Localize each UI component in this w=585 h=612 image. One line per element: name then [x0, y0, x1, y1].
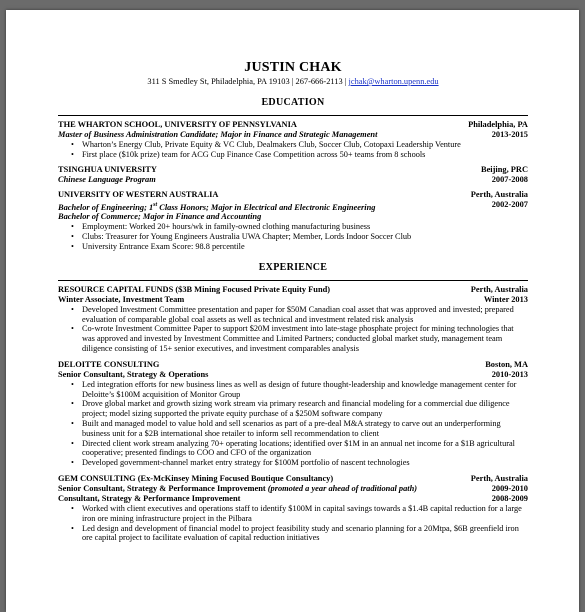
- edu-wharton-degree-row: [58, 130, 528, 140]
- role-title: [58, 484, 417, 494]
- wharton-bullets: [58, 140, 528, 160]
- school-name: UNIVERSITY OF WESTERN AUSTRALIA: [58, 189, 219, 199]
- list-item: • Employment: Worked 20+ hours/wk in family-owned clothing manufacturing business: [58, 222, 528, 232]
- company-location: Perth, Australia: [470, 473, 528, 483]
- degree-dates: 2002-2007: [491, 199, 528, 209]
- exp-rcf-header: [58, 285, 528, 295]
- candidate-name: JUSTIN CHAK: [244, 60, 342, 75]
- role-title: Consultant, Strategy & Performance Improvement: [58, 493, 241, 503]
- degree-text-part: Class Honors; Major in Electrical and Electronic Engineering: [157, 202, 376, 212]
- rcf-bullets: [58, 305, 528, 354]
- role-title: Winter Associate, Investment Team: [58, 294, 185, 304]
- gem-bullets: [58, 504, 528, 543]
- role-title-text: Senior Consultant, Strategy & Performance Improvement: [58, 483, 266, 493]
- list-item: • University Entrance Exam Score: 98.8 percentile: [58, 242, 528, 252]
- company-location: Perth, Australia: [470, 284, 528, 294]
- address-text: 311 S Smedley St, Philadelphia, PA 19103 | 267-666-2113 |: [147, 77, 349, 86]
- list-item: • Developed Investment Committee presentation and paper for $50M Canadian coal asset that was approved and invested; prepared evaluation of comparable global coal assets as well as technical and investment related risk analysis: [58, 305, 528, 325]
- degree-dates: 2007-2008: [491, 174, 528, 184]
- promotion-note: (promoted a year ahead of traditional path): [267, 483, 418, 493]
- degree-dates: 2013-2015: [491, 130, 528, 139]
- education-heading: EDUCATION: [261, 97, 325, 108]
- role-title: Senior Consultant, Strategy & Operations: [58, 369, 209, 379]
- edu-uwa-degree2-row: [58, 212, 528, 222]
- exp-deloitte-header: [58, 360, 528, 370]
- degree-text: [58, 200, 375, 213]
- exp-gem-role2-row: [58, 494, 528, 504]
- list-item: • Built and managed model to value hold and sell scenarios as part of a pre-deal M&A strategy to carve out an underperforming business unit for a $2B international shoe retailer to inform sell recommendation to client: [58, 419, 528, 439]
- degree-superscript: st: [153, 201, 158, 208]
- document-page: [6, 10, 579, 612]
- edu-wharton-header: [58, 120, 528, 130]
- edu-tsinghua-degree-row: [58, 175, 528, 185]
- degree-text: Chinese Language Program: [58, 174, 156, 184]
- list-item: • Drove global market and growth sizing work stream via primary research and financial modeling for a commercial due diligence project; model sizing supported the private equity purchase of a $250M software company: [58, 399, 528, 419]
- list-item: • Led design and development of financial model to project feasibility study and scenario planning for a 20Mtpa, $6B greenfield iron ore capital project to facilitate evaluation of capital reduction initiatives: [58, 524, 528, 544]
- email-link[interactable]: jchak@wharton.upenn.edu: [348, 77, 439, 86]
- role-dates: 2008-2009: [491, 493, 528, 503]
- uwa-bullets: [58, 222, 528, 251]
- exp-gem-role1-row: [58, 484, 528, 494]
- school-name: TSINGHUA UNIVERSITY: [58, 164, 157, 174]
- list-item: • Clubs: Treasurer for Young Engineers Australia UWA Chapter; Member, Lords Indoor Soccer Club: [58, 232, 528, 242]
- edu-uwa-header: [58, 190, 528, 200]
- school-location: Perth, Australia: [470, 189, 528, 199]
- role-dates: 2010-2013: [491, 369, 528, 379]
- degree-text-part: Bachelor of Engineering; 1: [58, 202, 154, 212]
- list-item: • Directed client work stream analyzing 70+ operating locations; identified over $1M in an annual net income for a $1B agricultural cooperative; presented findings to COO and CFO of the organization: [58, 439, 528, 459]
- edu-uwa-degree-row: [58, 200, 528, 213]
- company-name: DELOITTE CONSULTING: [58, 359, 160, 369]
- list-item: • Wharton’s Energy Club, Private Equity & VC Club, Dealmakers Club, Soccer Club, Cotopaxi Leadership Venture: [58, 140, 528, 150]
- section-divider: [58, 280, 528, 281]
- school-location: Beijing, PRC: [481, 164, 528, 174]
- exp-deloitte-role-row: [58, 370, 528, 380]
- degree-text: Bachelor of Commerce; Major in Finance and Accounting: [58, 212, 262, 222]
- company-name: RESOURCE CAPITAL FUNDS ($3B Mining Focused Private Equity Fund): [58, 284, 331, 294]
- company-location: Boston, MA: [485, 359, 528, 369]
- resume-content: [58, 60, 528, 543]
- edu-tsinghua-header: [58, 165, 528, 175]
- list-item: • Co-wrote Investment Committee Paper to support $20M investment into late-stage phosphate project for mining technologies that was approved and invested by Investment Committee and Limited Partners; conducted global market study, management team diligence consisting of 15+ senior executives, and investment comparables analysis: [58, 324, 528, 353]
- list-item: • Worked with client executives and operations staff to identify $100M in capital savings towards a $1.4B capital reduction for a large iron ore mining infrastructure project in the Pilbara: [58, 504, 528, 524]
- experience-heading: EXPERIENCE: [258, 261, 328, 273]
- degree-text: Master of Business Administration Candidate; Major in Finance and Strategic Management: [58, 130, 378, 139]
- role-dates: Winter 2013: [483, 294, 528, 304]
- exp-rcf-role-row: [58, 295, 528, 305]
- list-item: • First place ($10k prize) team for ACG Cup Finance Case Competition across 50+ teams from 8 schools: [58, 150, 528, 160]
- company-name: GEM CONSULTING (Ex-McKinsey Mining Focused Boutique Consultancy): [58, 473, 334, 483]
- role-dates: 2009-2010: [491, 483, 528, 493]
- list-item: • Developed government-channel market entry strategy for $100M portfolio of nascent technologies: [58, 458, 528, 468]
- section-divider: [58, 115, 528, 116]
- deloitte-bullets: [58, 380, 528, 468]
- school-location: Philadelphia, PA: [468, 120, 528, 129]
- contact-line: [58, 76, 528, 87]
- exp-gem-header: [58, 474, 528, 484]
- list-item: • Led integration efforts for new business lines as well as design of future thought-leadership and knowledge management center for Deloitte’s $100M acquisition of Monitor Group: [58, 380, 528, 400]
- school-name: THE WHARTON SCHOOL, UNIVERSITY OF PENNSYLVANIA: [58, 120, 297, 129]
